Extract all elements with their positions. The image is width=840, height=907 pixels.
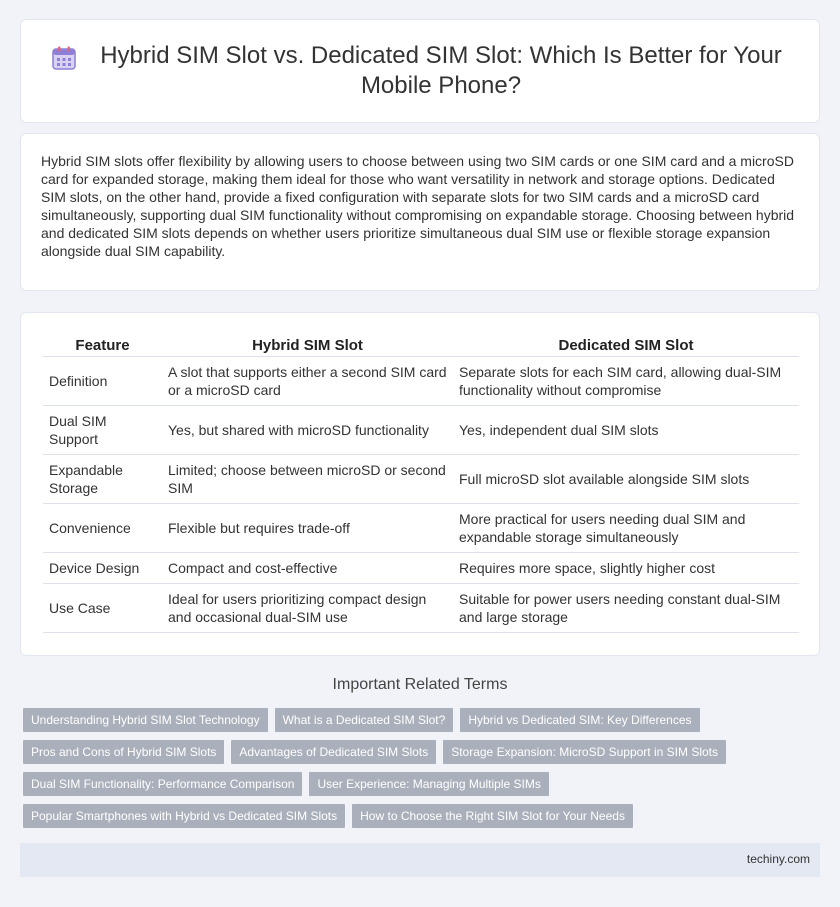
related-tag[interactable]: How to Choose the Right SIM Slot for Your Needs [352, 804, 633, 828]
related-terms-heading: Important Related Terms [332, 676, 508, 693]
footer [20, 843, 820, 877]
related-tag[interactable]: Advantages of Dedicated SIM Slots [231, 740, 436, 764]
cell-feature: Device Design [43, 553, 162, 584]
cell-dedicated: Suitable for power users needing constant dual-SIM and large storage [453, 584, 799, 633]
intro-card [20, 133, 820, 291]
table-header-row [43, 329, 799, 357]
tag-row [23, 804, 823, 828]
related-tags [23, 708, 823, 836]
tag-row [23, 708, 823, 732]
header-hybrid: Hybrid SIM Slot [162, 329, 453, 357]
table-row [43, 553, 799, 584]
cell-hybrid: Yes, but shared with microSD functionality [162, 406, 453, 455]
cell-feature: Convenience [43, 504, 162, 553]
header-feature: Feature [43, 329, 162, 357]
cell-feature: Definition [43, 357, 162, 406]
cell-feature: Expandable Storage [43, 455, 162, 504]
title-card [20, 19, 820, 123]
related-tag[interactable]: Dual SIM Functionality: Performance Comparison [23, 772, 302, 796]
cell-dedicated: Yes, independent dual SIM slots [453, 406, 799, 455]
cell-dedicated: Full microSD slot available alongside SIM slots [453, 455, 799, 504]
cell-feature: Dual SIM Support [43, 406, 162, 455]
related-tag[interactable]: Hybrid vs Dedicated SIM: Key Differences [460, 708, 699, 732]
tag-row [23, 772, 823, 796]
related-tag[interactable]: Understanding Hybrid SIM Slot Technology [23, 708, 268, 732]
table-row [43, 455, 799, 504]
cell-dedicated: Requires more space, slightly higher cost [453, 553, 799, 584]
footer-site[interactable]: techiny.com [746, 852, 810, 866]
cell-hybrid: Compact and cost-effective [162, 553, 453, 584]
table-row [43, 584, 799, 633]
cell-hybrid: Flexible but requires trade-off [162, 504, 453, 553]
title-wrap [51, 41, 789, 101]
cell-dedicated: Separate slots for each SIM card, allowing dual-SIM functionality without compromise [453, 357, 799, 406]
related-tag[interactable]: What is a Dedicated SIM Slot? [275, 708, 454, 732]
comparison-card [20, 312, 820, 656]
header-dedicated: Dedicated SIM Slot [453, 329, 799, 357]
tag-row [23, 740, 823, 764]
related-tag[interactable]: Popular Smartphones with Hybrid vs Dedicated SIM Slots [23, 804, 345, 828]
intro-paragraph: Hybrid SIM slots offer flexibility by allowing users to choose between using two SIM cards or one SIM card and a microSD card for expanded storage, making them ideal for those who want versatility in network and storage options. Dedicated SIM slots, on the other hand, provide a fixed configuration with separate slots for two SIM cards and a microSD card simultaneously, supporting dual SIM functionality without compromising on expandable storage. Choosing between hybrid and dedicated SIM slots depends on whether users prioritize simultaneous dual SIM use or flexible storage expansion alongside dual SIM capability. [41, 153, 795, 259]
related-tag[interactable]: User Experience: Managing Multiple SIMs [309, 772, 548, 796]
comparison-table [43, 329, 799, 633]
table-row [43, 406, 799, 455]
table-row [43, 357, 799, 406]
cell-hybrid: Limited; choose between microSD or second SIM [162, 455, 453, 504]
cell-hybrid: Ideal for users prioritizing compact design and occasional dual-SIM use [162, 584, 453, 633]
related-tag[interactable]: Pros and Cons of Hybrid SIM Slots [23, 740, 224, 764]
cell-hybrid: A slot that supports either a second SIM card or a microSD card [162, 357, 453, 406]
cell-feature: Use Case [43, 584, 162, 633]
calendar-icon [51, 45, 77, 71]
cell-dedicated: More practical for users needing dual SIM and expandable storage simultaneously [453, 504, 799, 553]
table-row [43, 504, 799, 553]
related-tag[interactable]: Storage Expansion: MicroSD Support in SIM Slots [443, 740, 726, 764]
page-title: Hybrid SIM Slot vs. Dedicated SIM Slot: Which Is Better for Your Mobile Phone? [100, 42, 782, 99]
